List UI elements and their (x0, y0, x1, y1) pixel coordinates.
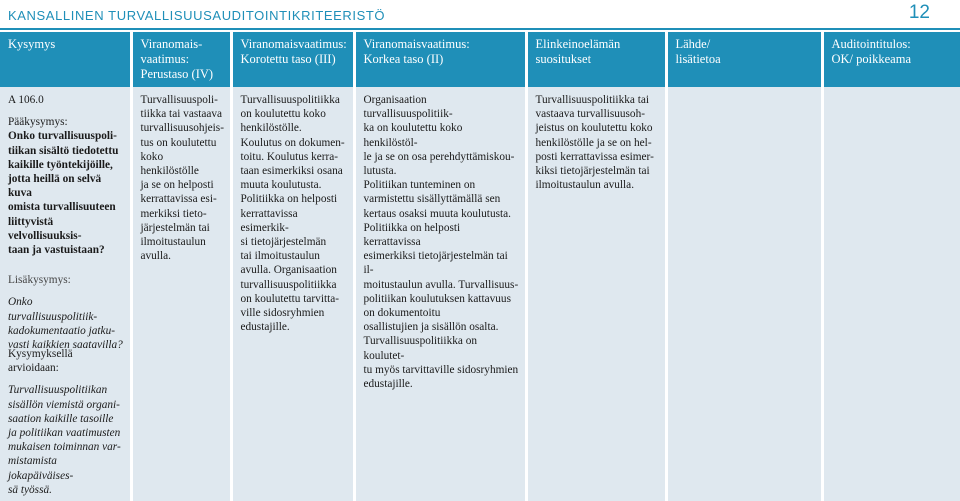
table-row (0, 87, 960, 501)
header-source: Lähde/ lisätietoa (666, 32, 822, 87)
audit-result-cell (822, 87, 960, 501)
main-question-text: Onko turvallisuuspoli- tiikan sisältö tiedotettu kaikille työntekijöille, jotta heillä on selvä kuva omista turvallisuuteen liittyvistä velvollisuuksis- taan ja vastuistaan? (8, 130, 119, 257)
question-block (8, 93, 124, 352)
criteria-table (0, 32, 960, 501)
question-cell (0, 87, 131, 501)
assessment-label: Kysymyksellä arvioidaan: (8, 348, 73, 375)
header-rule (0, 28, 960, 30)
header-level-iii: Viranomaisvaatimus: Korotettu taso (III) (231, 32, 354, 87)
level-iv-cell: Turvallisuuspoli- tiikka tai vastaava turvallisuusohjeis- tus on koulutettu koko henkilöstölle ja se on helposti kerrattavissa esi- merkiksi tieto- järjestelmän tai ilmoitustaulun avulla. (131, 87, 231, 501)
question-id: A 106.0 (8, 94, 44, 106)
header-question: Kysymys (0, 32, 131, 87)
source-cell (666, 87, 822, 501)
header-audit-result: Auditointitulos: OK/ poikkeama (822, 32, 960, 87)
sub-question-label: Lisäkysymys: (8, 274, 71, 287)
table-header-row (0, 32, 960, 87)
header-level-ii: Viranomaisvaatimus: Korkea taso (II) (354, 32, 526, 87)
recommendations-cell: Turvallisuuspolitiikka tai vastaava turvallisuusoh- jeistus on koulutettu koko henkilöstölle ja se on hel- posti kerrattavissa esimer- kiksi tietojärjestelmän tai ilmoitustaulun avulla. (526, 87, 666, 501)
level-iii-cell: Turvallisuuspolitiikka on koulutettu koko henkilöstölle. Koulutus on dokumen- toitu. Koulutus kerra- taan esimerkiksi osana muuta koulutusta. Politiikka on helposti kerrattavissa esimerkik- si tietojärjestelmän tai ilmoitustaulun avulla. Organisaation turvallisuuspolitiikka on koulutettu tarvitta- ville sidosryhmien edustajille. (231, 87, 354, 501)
header-recommendations: Elinkeinoelämän suositukset (526, 32, 666, 87)
page-number: 12 (908, 2, 930, 23)
sub-question-text: Onko turvallisuuspolitiik- kadokumentaatio jatku- vasti kaikkien saatavilla? (8, 296, 123, 352)
level-ii-cell: Organisaation turvallisuuspolitiik- ka on koulutettu koko henkilöstöl- le ja se on osa perehdyttämiskou- lutusta. Politiikan tunteminen on varmistettu sisällyttämällä sen kertaus osaksi muuta koulutusta. Politiikka on helposti kerrattavissa esimerkiksi tietojärjestelmän tai il- moitustaulun avulla. Turvallisuus- politiikan koulutuksen kattavuus on dokumentoitu osallistujien ja sisällön osalta. Turvallisuuspolitiikka on koulutet- tu myös tarvittaville sidosryhmien edustajille. (354, 87, 526, 501)
header-level-iv: Viranomais- vaatimus: Perustaso (IV) (131, 32, 231, 87)
assessment-text: Turvallisuuspolitiikan sisällön viemistä organi- saation kaikille tasoille ja politiikan vaatimusten mukaisen toiminnan var- mistamista jokapäiväises- sä työssä. (8, 384, 121, 496)
main-question-label: Pääkysymys: (8, 116, 68, 129)
running-header: KANSALLINEN TURVALLISUUSAUDITOINTIKRITEERISTÖ (8, 8, 386, 23)
